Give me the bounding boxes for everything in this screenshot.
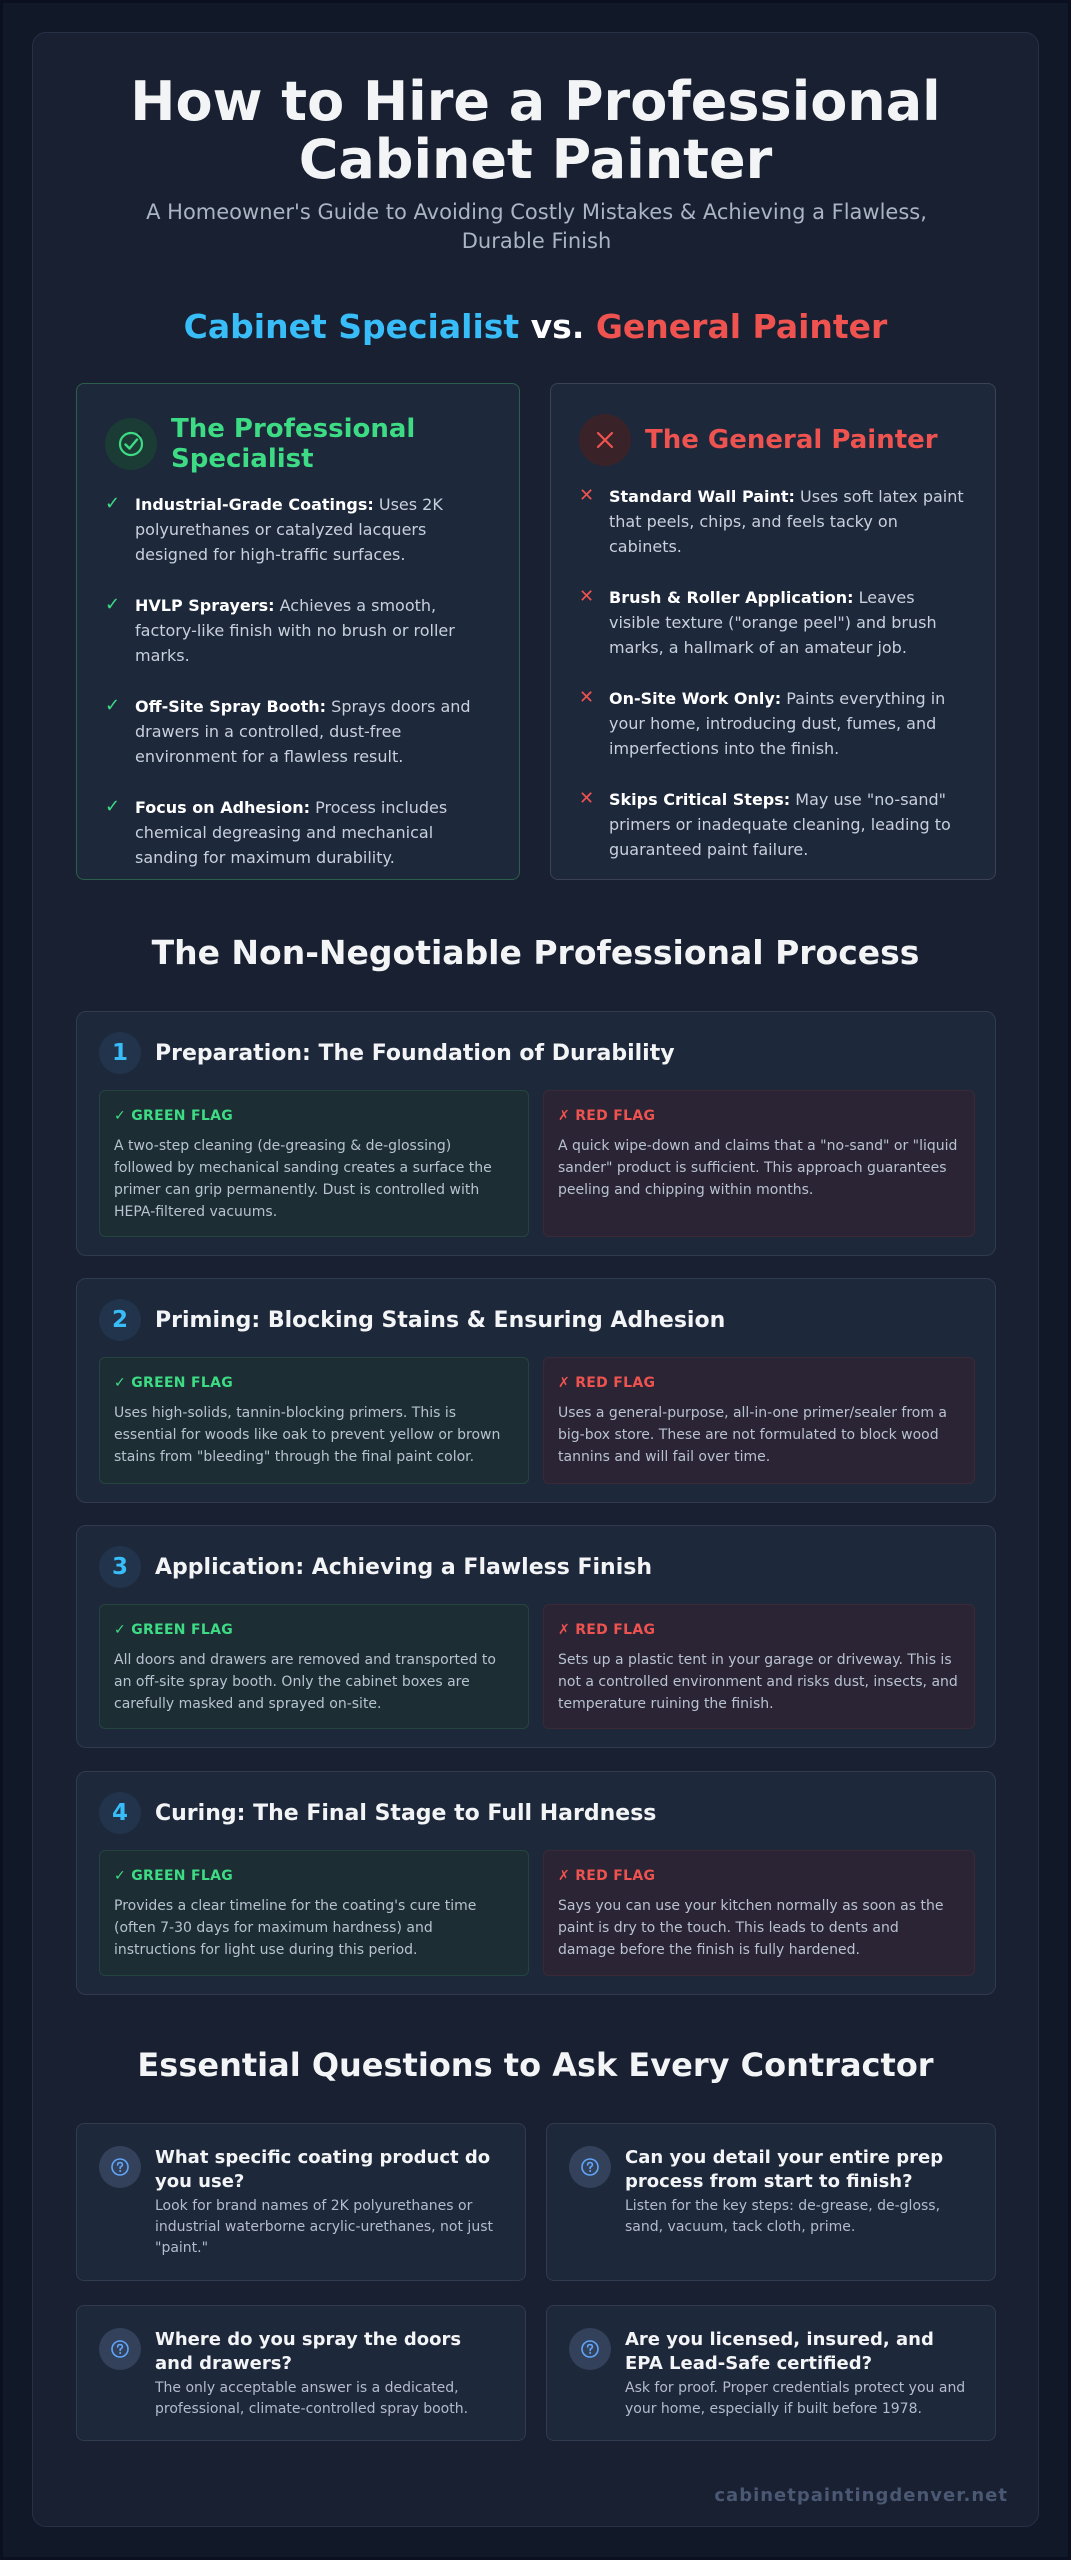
question-title: Can you detail your entire prep process from start to finish? xyxy=(625,2147,944,2192)
step-number: 3 xyxy=(99,1546,141,1588)
list-item xyxy=(105,795,491,870)
item-text: Uses soft latex paint that peels, chips, and feels tacky on cabinets. xyxy=(609,487,964,556)
question-title: Are you licensed, insured, and EPA Lead-Safe certified? xyxy=(625,2329,934,2374)
step-number: 1 xyxy=(99,1032,141,1074)
item-label: HVLP Sprayers: xyxy=(135,596,275,615)
red-flag-text: Says you can use your kitchen normally as soon as the paint is dry to the touch. This leads to dents and damage before the finish is fully hardened. xyxy=(558,1898,944,1958)
check-icon: ✓ xyxy=(105,594,121,615)
red-flag-box xyxy=(543,1090,975,1237)
item-label: Brush & Roller Application: xyxy=(609,588,854,607)
item-label: Industrial-Grade Coatings: xyxy=(135,495,374,514)
question-card xyxy=(546,2123,996,2281)
green-flag-text: Uses high-solids, tannin-blocking primers. This is essential for woods like oak to prevent yellow or brown stains from "bleeding" through the final paint color. xyxy=(114,1405,501,1465)
item-label: Off-Site Spray Booth: xyxy=(135,697,327,716)
green-flag-box xyxy=(99,1090,529,1237)
green-flag-label: ✓ GREEN FLAG xyxy=(114,1622,234,1638)
question-card xyxy=(76,2123,526,2281)
footer-site-link[interactable]: cabinetpaintingdenver.net xyxy=(714,2485,1008,2506)
item-label: Skips Critical Steps: xyxy=(609,790,791,809)
step-title: Curing: The Final Stage to Full Hardness xyxy=(155,1800,657,1826)
green-flag-box xyxy=(99,1850,529,1976)
process-heading: The Non-Negotiable Professional Process xyxy=(151,933,920,972)
red-flag-box xyxy=(543,1604,975,1729)
x-icon: ✕ xyxy=(579,788,595,809)
item-text: Achieves a smooth, factory-like finish with no brush or roller marks. xyxy=(135,596,455,665)
professional-title: The Professional Specialist xyxy=(171,414,416,474)
red-flag-box xyxy=(543,1850,975,1976)
general-title: The General Painter xyxy=(645,425,938,455)
red-flag-label: ✗ RED FLAG xyxy=(558,1868,656,1884)
x-icon: ✕ xyxy=(579,485,595,506)
question-answer: Listen for the key steps: de-grease, de-gloss, sand, vacuum, tack cloth, prime. xyxy=(625,2198,941,2235)
process-step-2 xyxy=(76,1278,996,1503)
heading-general: General Painter xyxy=(595,307,888,346)
question-card xyxy=(76,2305,526,2441)
red-flag-text: Sets up a plastic tent in your garage or driveway. This is not a controlled environment and risks dust, insects, and temperature ruining the finish. xyxy=(558,1652,958,1712)
list-item xyxy=(105,492,491,567)
general-painter-column xyxy=(550,383,996,880)
heading-vs: vs. xyxy=(519,307,596,346)
green-flag-text: A two-step cleaning (de-greasing & de-glossing) followed by mechanical sanding creates a surface the primer can grip permanently. Dust is controlled with HEPA-filtered vacuums. xyxy=(114,1138,492,1220)
red-flag-label: ✗ RED FLAG xyxy=(558,1108,656,1124)
step-number: 2 xyxy=(99,1299,141,1341)
green-flag-text: Provides a clear timeline for the coating's cure time (often 7-30 days for maximum hardness) and instructions for light use during this period. xyxy=(114,1898,477,1958)
item-text: Leaves visible texture ("orange peel") and brush marks, a hallmark of an amateur job. xyxy=(609,588,937,657)
green-flag-box xyxy=(99,1604,529,1729)
process-step-3 xyxy=(76,1525,996,1748)
question-title: Where do you spray the doors and drawers? xyxy=(155,2329,462,2374)
red-flag-label: ✗ RED FLAG xyxy=(558,1622,656,1638)
green-flag-label: ✓ GREEN FLAG xyxy=(114,1868,234,1884)
page-title: How to Hire a Professional Cabinet Painter xyxy=(130,70,941,191)
list-item xyxy=(579,484,967,559)
item-label: Focus on Adhesion: xyxy=(135,798,311,817)
step-title: Application: Achieving a Flawless Finish xyxy=(155,1554,653,1580)
question-answer: Look for brand names of 2K polyurethanes or industrial waterborne acrylic-urethanes, not just "paint." xyxy=(155,2198,493,2256)
item-text: Sprays doors and drawers in a controlled, dust-free environment for a flawless result. xyxy=(135,697,471,766)
list-item xyxy=(579,585,967,660)
professional-specialist-column xyxy=(76,383,520,880)
check-circle-icon xyxy=(105,418,157,470)
check-icon: ✓ xyxy=(105,493,121,514)
red-flag-box xyxy=(543,1357,975,1484)
green-flag-label: ✓ GREEN FLAG xyxy=(114,1375,234,1391)
item-text: Uses 2K polyurethanes or catalyzed lacquers designed for high-traffic surfaces. xyxy=(135,495,443,564)
heading-specialist: Cabinet Specialist xyxy=(183,307,520,346)
item-text: Process includes chemical degreasing and mechanical sanding for maximum durability. xyxy=(135,798,448,867)
item-text: Paints everything in your home, introducing dust, fumes, and imperfections into the finish. xyxy=(609,689,946,758)
check-icon: ✓ xyxy=(105,796,121,817)
green-flag-text: All doors and drawers are removed and transported to an off-site spray booth. Only the cabinet boxes are carefully masked and sprayed on-site. xyxy=(114,1652,496,1712)
comparison-heading xyxy=(33,307,1038,346)
item-label: Standard Wall Paint: xyxy=(609,487,795,506)
question-circle-icon xyxy=(99,2146,141,2188)
questions-heading: Essential Questions to Ask Every Contractor xyxy=(137,2046,934,2084)
list-item xyxy=(579,686,967,761)
red-flag-text: A quick wipe-down and claims that a "no-sand" or "liquid sander" product is sufficient. This approach guarantees peeling and chipping within months. xyxy=(558,1138,958,1198)
step-title: Preparation: The Foundation of Durability xyxy=(155,1040,675,1066)
page-subtitle: A Homeowner's Guide to Avoiding Costly Mistakes & Achieving a Flawless, Durable Finish xyxy=(146,200,927,253)
question-title: What specific coating product do you use? xyxy=(155,2147,491,2192)
question-card xyxy=(546,2305,996,2441)
list-item xyxy=(105,694,491,769)
question-circle-icon xyxy=(569,2328,611,2370)
process-step-1 xyxy=(76,1011,996,1256)
x-icon xyxy=(579,414,631,466)
step-number: 4 xyxy=(99,1792,141,1834)
item-text: May use "no-sand" primers or inadequate cleaning, leading to guaranteed paint failure. xyxy=(609,790,951,859)
green-flag-label: ✓ GREEN FLAG xyxy=(114,1108,234,1124)
check-icon: ✓ xyxy=(105,695,121,716)
question-answer: Ask for proof. Proper credentials protect you and your home, especially if built before 1978. xyxy=(625,2380,966,2417)
red-flag-text: Uses a general-purpose, all-in-one primer/sealer from a big-box store. These are not formulated to block wood tannins and will fail over time. xyxy=(558,1405,948,1465)
process-step-4 xyxy=(76,1771,996,1995)
red-flag-label: ✗ RED FLAG xyxy=(558,1375,656,1391)
x-icon: ✕ xyxy=(579,586,595,607)
list-item xyxy=(579,787,967,862)
step-title: Priming: Blocking Stains & Ensuring Adhesion xyxy=(155,1307,726,1333)
item-label: On-Site Work Only: xyxy=(609,689,782,708)
question-circle-icon xyxy=(99,2328,141,2370)
green-flag-box xyxy=(99,1357,529,1484)
x-icon: ✕ xyxy=(579,687,595,708)
infographic-card xyxy=(32,32,1039,2527)
question-answer: The only acceptable answer is a dedicated, professional, climate-controlled spray booth. xyxy=(155,2380,469,2417)
list-item xyxy=(105,593,491,668)
question-circle-icon xyxy=(569,2146,611,2188)
